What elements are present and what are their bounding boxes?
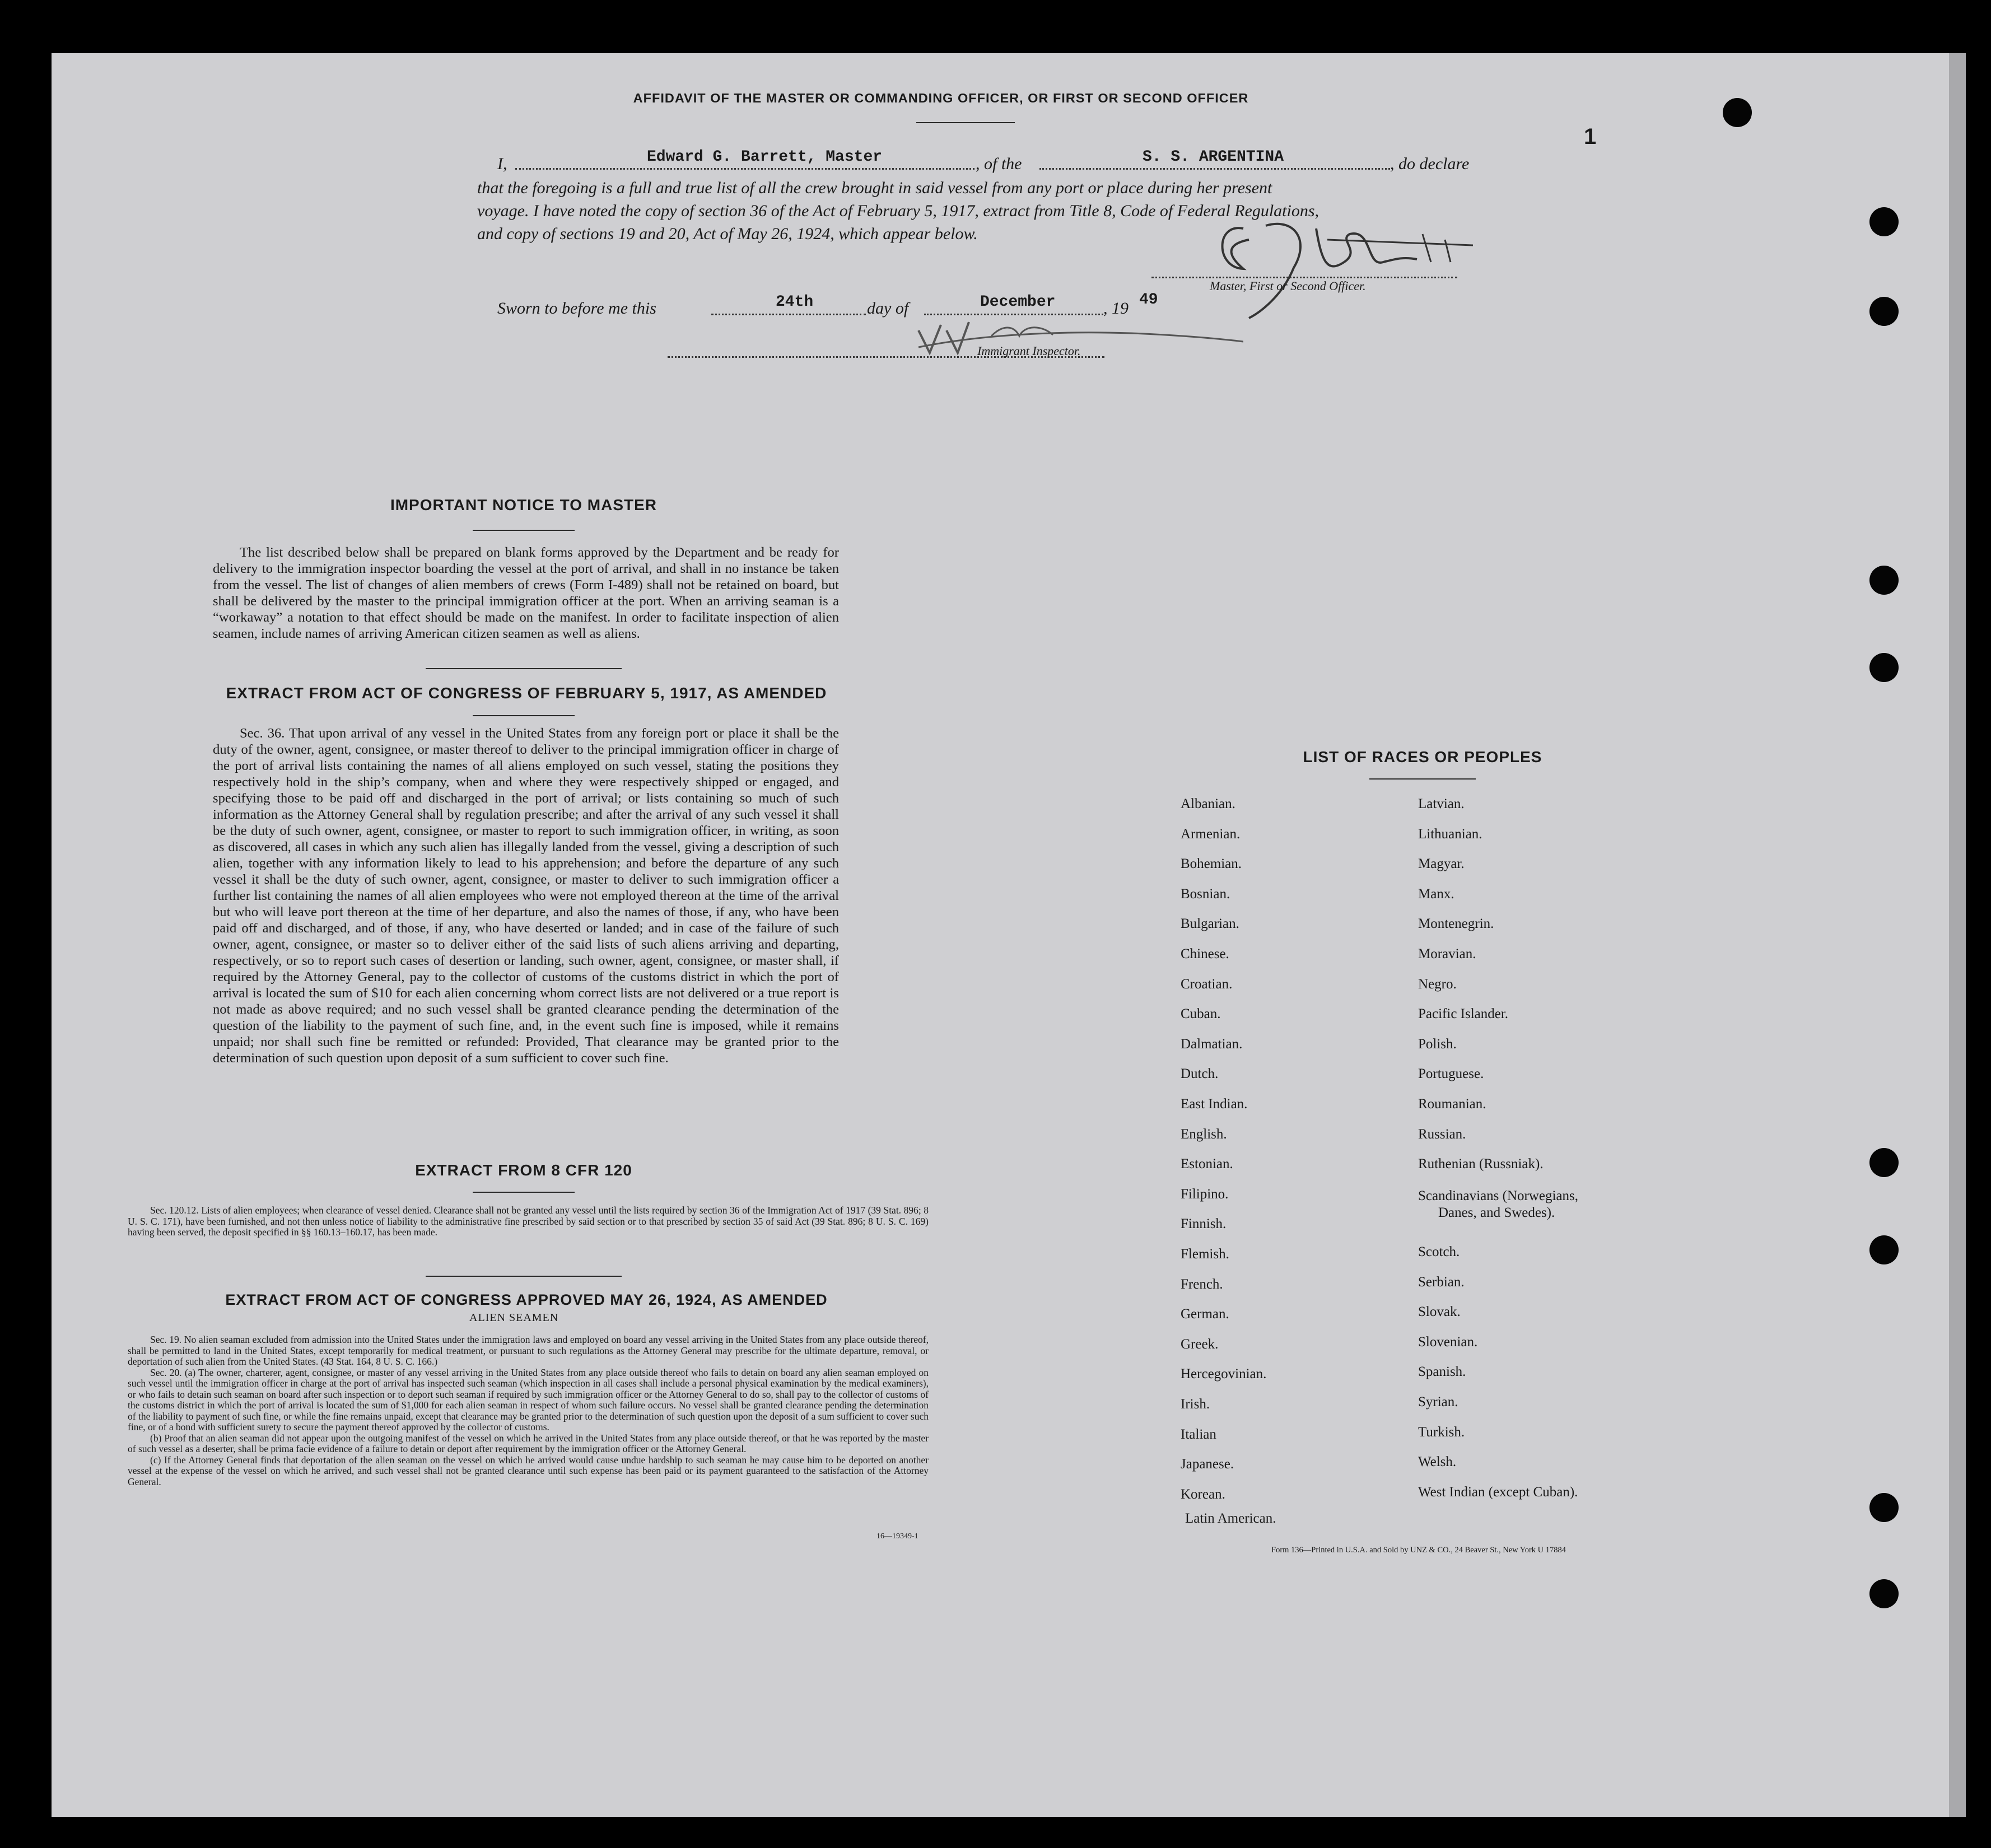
binder-hole-icon	[1869, 566, 1899, 595]
section-20b-paragraph: (b) Proof that an alien seaman did not appear upon the outgoing manifest of the vessel on which he arrived in the United States from any place outside thereof, or that he was reported by the master of such vessel as a deserter, shall be prima facie evidence of a failure to detain or deport after requirement by the immigration officer or the Attorney General.	[128, 1432, 929, 1454]
race-item: Negro.	[1418, 976, 1457, 992]
notice-body	[213, 544, 839, 642]
form-printer-note: Form 136—Printed in U.S.A. and Sold by UNZ & CO., 24 Beaver St., New York U 17884	[1271, 1546, 1566, 1555]
section-19-paragraph: Sec. 19. No alien seaman excluded from admission into the United States under the immigration laws and employed on board any vessel arriving in the United States from any place outside thereof, shall be permitted to land in the United States, except temporarily for medical treatment, or pursuant to such regulations as the Attorney General may prescribe for the ultimate departure, removal, or deportation of such alien from the United States. (43 Stat. 164, 8 U. S. C. 166.)	[128, 1334, 929, 1367]
race-item: Albanian.	[1181, 796, 1235, 811]
cfr-divider	[426, 1276, 622, 1277]
extract-1924-body	[128, 1334, 929, 1487]
race-item: West Indian (except Cuban).	[1418, 1484, 1578, 1500]
race-item: Slovenian.	[1418, 1334, 1478, 1350]
binder-hole-icon	[1869, 1235, 1899, 1264]
sworn-year-prefix: , 19	[1103, 299, 1129, 318]
binder-hole-icon	[1723, 98, 1752, 127]
race-item: French.	[1181, 1276, 1223, 1292]
affidavit-line-3: voyage. I have noted the copy of section 36 of the Act of February 5, 1917, extract from Title 8, Code of Federal Regulations,	[477, 202, 1319, 220]
section-20c-paragraph: (c) If the Attorney General finds that deportation of the alien seaman on the vessel on which he arrived would cause undue hardship to such seaman he may cause him to be deported on another vessel at the expense of the vessel on which he arrived, and such vessel shall not be granted clearance until such expense has been paid or its payment guaranteed to the satisfaction of the Attorney General.	[128, 1454, 929, 1487]
race-item: Moravian.	[1418, 946, 1476, 962]
section-120-12-paragraph: Sec. 120.12. Lists of alien employees; when clearance of vessel denied. Clearance shall not be granted any vessel until the lists required by section 36 of the Immigration Act of 1917 (39 Stat. 896; 8 U. S. C. 171), have been furnished, and not then unless notice of liability to the administrative fine prescribed by said section or to that prescribed by section 35 of said Act (39 Stat. 896; 8 U. S. C. 169) having been served, the deposit specified in §§ 160.13–160.17, has been made.	[128, 1205, 929, 1238]
race-item: Ruthenian (Russniak).	[1418, 1156, 1544, 1172]
race-item: German.	[1181, 1306, 1229, 1322]
affidavit-line-4: and copy of sections 19 and 20, Act of May 26, 1924, which appear below.	[477, 225, 978, 243]
sworn-text: Sworn to before me this	[497, 299, 656, 318]
sworn-year-suffix: 49	[1139, 291, 1158, 309]
race-item: Japanese.	[1181, 1457, 1234, 1472]
binder-hole-icon	[1869, 207, 1899, 236]
race-item: Hercegovinian.	[1181, 1366, 1267, 1382]
sworn-day: 24th	[776, 293, 814, 311]
race-item: Flemish.	[1181, 1247, 1229, 1262]
affidavit-line-2: that the foregoing is a full and true list of all the crew brought in said vessel from any port or place during her present	[477, 179, 1272, 197]
form-code: 16—19349-1	[876, 1532, 918, 1541]
races-rule	[1369, 778, 1476, 780]
race-item: Russian.	[1418, 1126, 1466, 1142]
races-title: LIST OF RACES OR PEOPLES	[1303, 748, 1542, 766]
extract-1924-title: EXTRACT FROM ACT OF CONGRESS APPROVED MAY 26, 1924, AS AMENDED	[225, 1291, 828, 1308]
cfr-rule	[473, 1192, 575, 1193]
race-item: Spanish.	[1418, 1364, 1466, 1380]
race-item: Roumanian.	[1418, 1096, 1486, 1112]
inspector-signature-icon	[907, 314, 1243, 370]
cfr-title: EXTRACT FROM 8 CFR 120	[415, 1161, 632, 1179]
extract-1917-body	[213, 725, 839, 1066]
race-item: Chinese.	[1181, 946, 1229, 962]
race-item: Korean.	[1181, 1486, 1225, 1502]
race-item: Turkish.	[1418, 1424, 1465, 1440]
binder-hole-icon	[1869, 653, 1899, 682]
sworn-day-of: day of	[867, 299, 909, 318]
race-item: Greek.	[1181, 1336, 1219, 1352]
race-item: Dalmatian.	[1181, 1036, 1243, 1052]
notice-divider	[426, 668, 622, 669]
race-item: Scotch.	[1418, 1244, 1460, 1259]
affidavit-of-the: , of the	[976, 155, 1022, 173]
master-signature-caption: Master, First or Second Officer.	[1210, 279, 1366, 293]
race-item: Bohemian.	[1181, 856, 1242, 872]
race-item: Irish.	[1181, 1397, 1210, 1412]
race-item: Danes, and Swedes).	[1438, 1205, 1555, 1220]
page-number-mark: 1	[1584, 124, 1597, 149]
race-item: Manx.	[1418, 886, 1454, 902]
cfr-body	[128, 1205, 929, 1238]
vessel-dotted-line	[1039, 168, 1390, 170]
race-item: Welsh.	[1418, 1454, 1457, 1470]
page-edge	[1949, 53, 1966, 1817]
binder-hole-icon	[1869, 297, 1899, 326]
race-item: Filipino.	[1181, 1186, 1229, 1202]
affidavit-title: AFFIDAVIT OF THE MASTER OR COMMANDING OFFICER, OR FIRST OR SECOND OFFICER	[633, 91, 1249, 105]
race-item: Montenegrin.	[1418, 916, 1494, 932]
notice-paragraph: The list described below shall be prepared on blank forms approved by the Department and be ready for delivery to the immigration inspector boarding the vessel at the port of arrival, and shall in no instance be taken from the vessel. The list of changes of alien members of crews (Form I-489) shall not be retained on board, but shall be delivered by the master to the principal immigration officer at the port. When an arriving seaman is a “workaway” a notation to that effect should be made on the manifest. In order to facilitate inspection of alien seamen, include names of arriving American citizen seamen as well as aliens.	[213, 545, 839, 641]
notice-title: IMPORTANT NOTICE TO MASTER	[390, 496, 658, 514]
vessel-name: S. S. ARGENTINA	[1143, 148, 1284, 166]
race-item: Scandinavians (Norwegians,	[1418, 1188, 1579, 1203]
title-rule	[916, 122, 1015, 123]
master-signature-icon	[1182, 206, 1473, 324]
race-item: Latin American.	[1185, 1511, 1276, 1526]
extract-1917-title: EXTRACT FROM ACT OF CONGRESS OF FEBRUARY 5, 1917, AS AMENDED	[226, 684, 827, 702]
race-item: Bulgarian.	[1181, 916, 1239, 932]
binder-hole-icon	[1869, 1148, 1899, 1177]
race-item: Estonian.	[1181, 1156, 1233, 1172]
race-item: Pacific Islander.	[1418, 1006, 1509, 1022]
race-item: English.	[1181, 1126, 1227, 1142]
race-item: Finnish.	[1181, 1216, 1227, 1232]
race-item: Armenian.	[1181, 826, 1241, 842]
affidavit-i: I,	[497, 155, 507, 173]
race-item: Portuguese.	[1418, 1066, 1484, 1082]
affidavit-do-declare: , do declare	[1390, 155, 1470, 173]
race-item: Croatian.	[1181, 976, 1233, 992]
day-dotted-line	[711, 314, 866, 315]
binder-hole-icon	[1869, 1493, 1899, 1522]
race-item: Polish.	[1418, 1036, 1457, 1052]
race-item: Latvian.	[1418, 796, 1465, 811]
sworn-month: December	[980, 293, 1056, 311]
section-20a-paragraph: Sec. 20. (a) The owner, charterer, agent, consignee, or master of any vessel arriving in the United States from any place outside thereof who fails to detain on board any alien seaman employed on such vessel until the immigration officer in charge at the port of arrival has inspected such seaman (which inspection in all cases shall include a personal physical examination by the medical examiners), or who fails to detain such seaman on board after such inspection or to deport such seaman if required by such immigration officer or the Attorney General to do so, shall pay to the collector of customs of the customs district in which the port of arrival is located the sum of $1,000 for each alien seaman in respect of whom such failure occurs. No vessel shall be granted clearance pending the determination of the liability to payment of such fine, or while the fine remains unpaid, except that clearance may be granted prior to the determination of such question upon the deposit of a sum sufficient to cover such fine, or of a bond with sufficient surety to secure the payment thereof approved by the collector of customs.	[128, 1366, 929, 1432]
binder-hole-icon	[1869, 1579, 1899, 1608]
section-36-paragraph: Sec. 36. That upon arrival of any vessel in the United States from any foreign port or place it shall be the duty of the owner, agent, consignee, or master thereof to deliver to the principal immigration officer in charge of the port of arrival lists containing the names of all aliens employed on such vessel, stating the positions they respectively hold in the ship’s company, when and where they were respectively shipped or engaged, and specifying those to be paid off and discharged in the port of arrival; or lists containing so much of such information as the Attorney General shall by regulation prescribe; and after the arrival of any such vessel it shall be the duty of such owner, agent, consignee, or master to report to such immigration officer, in writing, as soon as discovered, all cases in which any such alien has illegally landed from the vessel, giving a description of such alien, together with any information likely to lead to his apprehension; and before the departure of any such vessel it shall be the duty of such owner, agent, consignee, or master to deliver to such immigration officer a further list containing the names of all alien employees who were not employed thereon at the time of the arrival but who will leave port thereon at the time of her departure, and also the names of those, if any, who have been paid off and discharged, and of those, if any, who have deserted or landed; and in case of the failure of such owner, agent, consignee, or master so to deliver either of the said lists of such aliens arriving and departing, respectively, or so to report such cases of desertion or landing, such owner, agent, consignee, or master shall, if required by the Attorney General, pay to the collector of customs of the customs district in which the port of arrival is located the sum of $10 for each alien concerning whom correct lists are not delivered or a true report is not made as above required; and no such vessel shall be granted clearance pending the determination of the question of the liability to the payment of such fine, and, in the event such fine is imposed, while it remains unpaid; nor shall such fine be remitted or refunded: Provided, That clearance may be granted prior to the determination of such question upon deposit of a sum sufficient to cover such fine.	[213, 726, 839, 1066]
race-item: Slovak.	[1418, 1304, 1461, 1320]
race-item: Syrian.	[1418, 1394, 1458, 1410]
name-dotted-line	[515, 168, 974, 170]
master-signature-line	[1151, 277, 1457, 278]
race-item: Serbian.	[1418, 1274, 1465, 1290]
race-item: Lithuanian.	[1418, 826, 1482, 842]
race-item: Italian	[1181, 1426, 1216, 1442]
race-item: Bosnian.	[1181, 886, 1230, 902]
alien-seamen-subtitle: ALIEN SEAMEN	[469, 1312, 559, 1324]
race-item: Dutch.	[1181, 1066, 1219, 1082]
race-item: Magyar.	[1418, 856, 1465, 872]
extract-1917-rule	[473, 715, 575, 716]
inspector-signature-caption: Immigrant Inspector.	[977, 344, 1081, 358]
notice-title-rule	[473, 530, 575, 531]
master-name: Edward G. Barrett, Master	[647, 148, 883, 166]
race-item: Cuban.	[1181, 1006, 1221, 1022]
race-item: East Indian.	[1181, 1096, 1248, 1112]
